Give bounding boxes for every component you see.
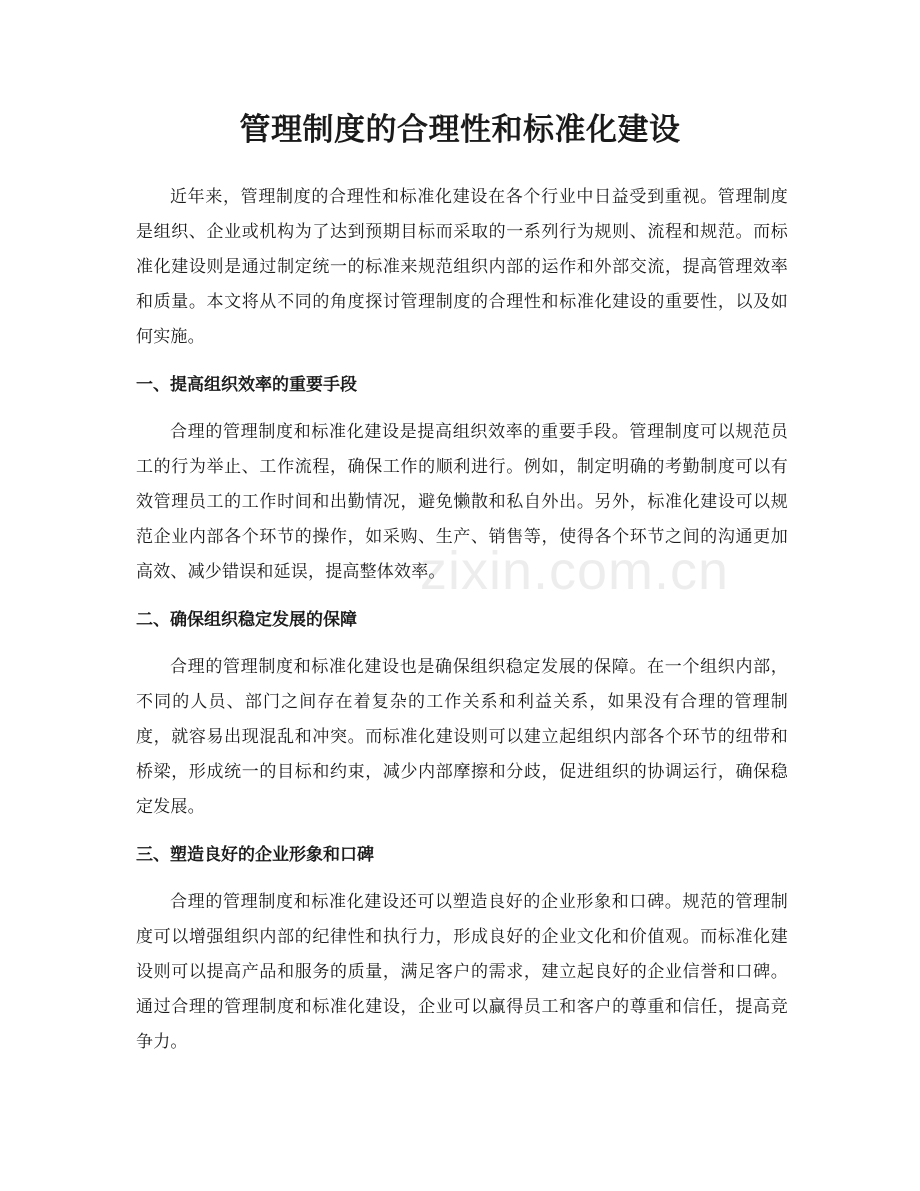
intro-paragraph: 近年来，管理制度的合理性和标准化建设在各个行业中日益受到重视。管理制度是组织、企业或机构为了达到预期目标而采取的一系列行为规则、流程和规范。而标准化建设则是通过制定统一的标准来规范组织内部的运作和外部交流，提高管理效率和质量。本文将从不同的角度探讨管理制度的合理性和标准化建设的重要性，以及如何实施。 <box>136 187 788 347</box>
section-heading-3: 三、塑造良好的企业形象和口碑 <box>136 845 374 865</box>
section-body-3: 合理的管理制度和标准化建设还可以塑造良好的企业形象和口碑。规范的管理制度可以增强组织内部的纪律性和执行力，形成良好的企业文化和价值观。而标准化建设则可以提高产品和服务的质量，满足客户的需求，建立起良好的企业信誉和口碑。通过合理的管理制度和标准化建设，企业可以赢得员工和客户的尊重和信任，提高竞争力。 <box>136 892 788 1052</box>
watermark-text: zixin.com.cn <box>420 541 730 601</box>
document-body <box>136 180 788 1060</box>
section-body-2: 合理的管理制度和标准化建设也是确保组织稳定发展的保障。在一个组织内部，不同的人员、部门之间存在着复杂的工作关系和利益关系，如果没有合理的管理制度，就容易出现混乱和冲突。而标准化建设则可以建立起组织内部各个环节的纽带和桥梁，形成统一的目标和约束，减少内部摩擦和分歧，促进组织的协调运行，确保稳定发展。 <box>136 657 788 817</box>
section-heading-1: 一、提高组织效率的重要手段 <box>136 375 357 395</box>
section-heading-2: 二、确保组织稳定发展的保障 <box>136 610 357 630</box>
section-body-1: 合理的管理制度和标准化建设是提高组织效率的重要手段。管理制度可以规范员工的行为举止、工作流程，确保工作的顺利进行。例如，制定明确的考勤制度可以有效管理员工的工作时间和出勤情况，避免懒散和私自外出。另外，标准化建设可以规范企业内部各个环节的操作，如采购、生产、销售等，使得各个环节之间的沟通更加高效、减少错误和延误，提高整体效率。 <box>136 422 788 582</box>
document-title: 管理制度的合理性和标准化建设 <box>239 112 681 148</box>
